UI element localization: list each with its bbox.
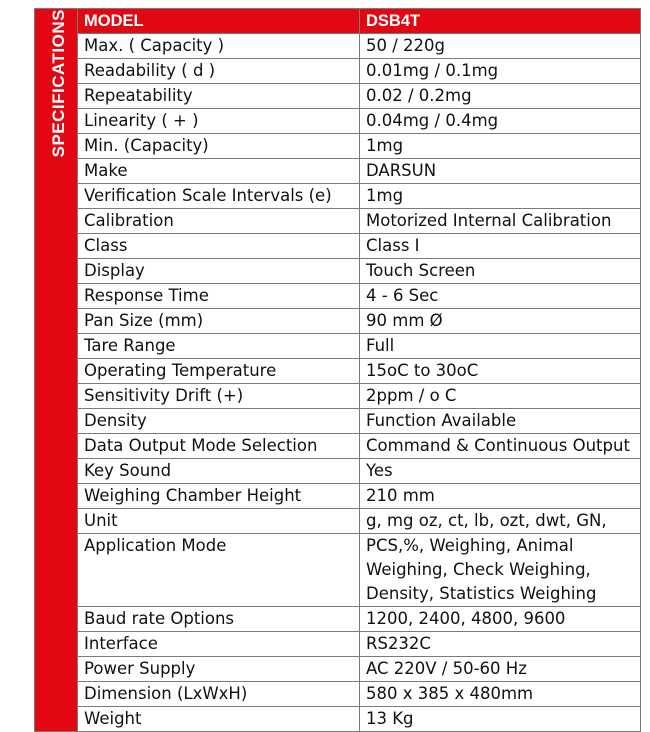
table-row [35,134,641,159]
spec-value-line: PCS,%, Weighing, Animal [366,536,574,555]
spec-value: Motorized Internal Calibration [360,209,641,234]
spec-value: 13 Kg [360,707,641,732]
spec-label: Min. (Capacity) [78,134,360,159]
spec-label: Operating Temperature [78,359,360,384]
spec-value: 0.02 / 0.2mg [360,84,641,109]
spec-value: 15oC to 30oC [360,359,641,384]
table-row [35,334,641,359]
spec-value: 1mg [360,134,641,159]
spec-label: Display [78,259,360,284]
table-row [35,59,641,84]
spec-label: Weighing Chamber Height [78,484,360,509]
table-row [35,682,641,707]
spec-label: Unit [78,509,360,534]
spec-value: Full [360,334,641,359]
spec-label: Density [78,409,360,434]
spec-label: Make [78,159,360,184]
specifications-table [34,8,641,732]
model-header-value: DSB4T [360,9,641,34]
spec-value-line: Density, Statistics Weighing [366,584,597,603]
spec-value: DARSUN [360,159,641,184]
table-row [35,359,641,384]
spec-label: Calibration [78,209,360,234]
table-row [35,109,641,134]
specifications-side-label: SPECIFICATIONS [49,9,68,158]
model-header-label: MODEL [78,9,360,34]
spec-label: Max. ( Capacity ) [78,34,360,59]
spec-label: Tare Range [78,334,360,359]
spec-label: Data Output Mode Selection [78,434,360,459]
spec-value: g, mg oz, ct, lb, ozt, dwt, GN, [360,509,641,534]
spec-value-line: Weighing, Check Weighing, [366,560,591,579]
table-row [35,484,641,509]
table-row [35,309,641,334]
table-row [35,607,641,632]
table-row [35,284,641,309]
spec-value: 0.04mg / 0.4mg [360,109,641,134]
spec-label: Dimension (LxWxH) [78,682,360,707]
table-row [35,209,641,234]
spec-value: 580 x 385 x 480mm [360,682,641,707]
spec-value: AC 220V / 50-60 Hz [360,657,641,682]
table-row [35,259,641,284]
spec-value: 2ppm / o C [360,384,641,409]
table-row [35,632,641,657]
spec-label: Repeatability [78,84,360,109]
table-row [35,409,641,434]
spec-label: Readability ( d ) [78,59,360,84]
table-row [35,159,641,184]
spec-label: Class [78,234,360,259]
spec-value [360,534,641,607]
spec-value: 210 mm [360,484,641,509]
table-row [35,657,641,682]
spec-label: Interface [78,632,360,657]
spec-label: Power Supply [78,657,360,682]
spec-label: Verification Scale Intervals (e) [78,184,360,209]
table-header-row [35,9,641,34]
table-row [35,84,641,109]
spec-label: Response Time [78,284,360,309]
spec-value: Touch Screen [360,259,641,284]
spec-value: 1mg [360,184,641,209]
spec-label: Sensitivity Drift (+) [78,384,360,409]
spec-value: 90 mm Ø [360,309,641,334]
table-row [35,184,641,209]
table-row [35,459,641,484]
spec-sheet [34,8,640,732]
spec-value: Function Available [360,409,641,434]
spec-value: Yes [360,459,641,484]
spec-label: Pan Size (mm) [78,309,360,334]
spec-value: 1200, 2400, 4800, 9600 [360,607,641,632]
spec-value: Command & Continuous Output [360,434,641,459]
spec-value: 4 - 6 Sec [360,284,641,309]
spec-value: 50 / 220g [360,34,641,59]
spec-value: 0.01mg / 0.1mg [360,59,641,84]
spec-label: Weight [78,707,360,732]
table-row [35,384,641,409]
spec-label: Linearity ( + ) [78,109,360,134]
table-row [35,534,641,607]
table-row [35,234,641,259]
spec-label: Baud rate Options [78,607,360,632]
specifications-side-label-cell [35,9,78,732]
table-row [35,434,641,459]
table-row [35,707,641,732]
spec-label: Application Mode [78,534,360,607]
spec-label: Key Sound [78,459,360,484]
table-row [35,34,641,59]
table-row [35,509,641,534]
spec-value: Class I [360,234,641,259]
spec-value: RS232C [360,632,641,657]
